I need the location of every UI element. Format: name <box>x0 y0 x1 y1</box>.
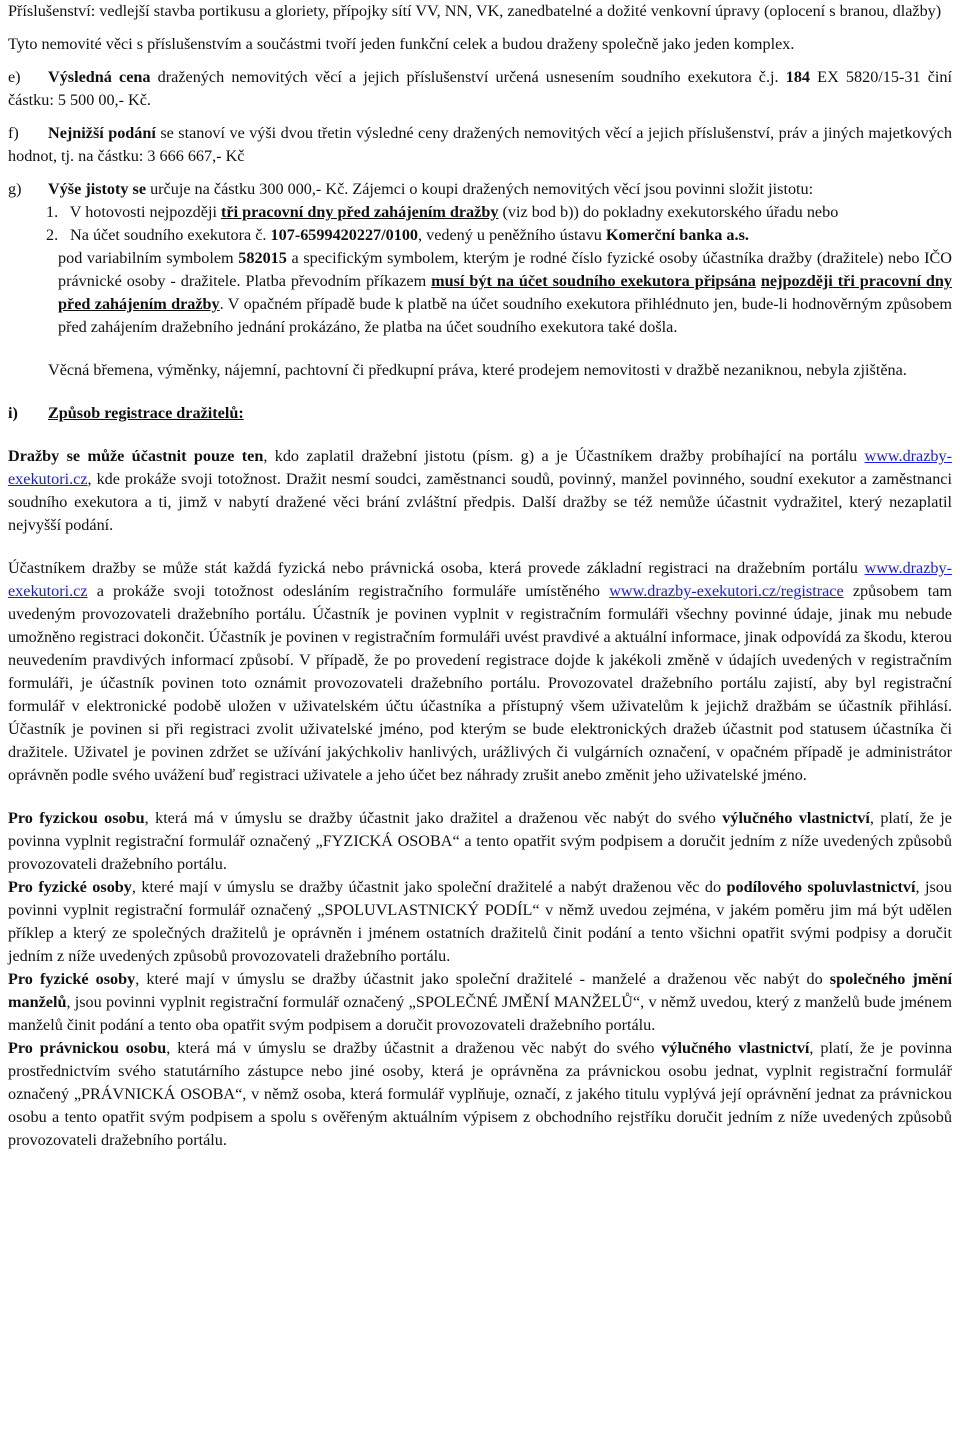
registration-paragraph-1 <box>8 445 952 537</box>
payment-text-1: pod variabilním symbolem <box>58 249 239 267</box>
section-e-label: e) <box>8 68 21 86</box>
registration-paragraph-2 <box>8 557 952 787</box>
fo-text-2: , platí, že je povinna vyplnit registrační formulář označený „FYZICKÁ OSOBA“ a tento opatřit svým podpisem a doručit jedním z níže uvedených způsobů provozovateli dražebního portálu. <box>8 809 952 873</box>
jistota-item-1-text-c: (viz bod b)) do pokladny exekutorského úřadu nebo <box>498 203 839 221</box>
section-h <box>8 359 952 382</box>
reg1-text-2: , kde prokáže svoji totožnost. Dražit nesmí soudci, zaměstnanci soudů, povinný, manžel povinného, soudní exekutor a zaměstnanci soudního exekutora a ti, jimž v nabytí dražené věci brání zvláštní předpis. Další dražby se též nemůže účastnit vydražitel, který nezaplatil nejvyšší podání. <box>8 470 952 534</box>
po-bold-2: výlučného vlastnictví <box>661 1039 810 1057</box>
section-e <box>8 66 952 112</box>
section-f-label: f) <box>8 124 19 142</box>
fo-text-1: , která má v úmyslu se dražby účastnit jako dražitel a draženou věc nabýt do svého <box>144 809 723 827</box>
paragraph-komplex: Tyto nemovité věci s příslušenstvím a součástmi tvoří jeden funkční celek a budou draženy společně jako jeden komplex. <box>8 35 795 53</box>
registration-link[interactable]: www.drazby-exekutori.cz/registrace <box>609 582 844 600</box>
fos-text-1: , které mají v úmyslu se dražby účastnit jako společní dražitelé a nabýt draženou věc do <box>131 878 727 896</box>
jistota-item-1-num: 1. <box>46 203 59 221</box>
reg2-text-3: způsobem tam uvedeným provozovateli dražebního portálu. Účastník je povinen vyplnit v registračním formuláři všechny povinné údaje, jinak mu nebude umožněno registraci dokončit. Účastník je povinen v registračním formuláři uvést pravdivé a aktuální informace, jinak odpovídá za škodu, kterou neuvedením pravdivých informací způsobí. V případě, že po provedení registrace dojde k jakékoli změně v údajích uvedených v registračním formuláři, je účastník povinen toto oznámit provozovateli dražebního portálu. Provozovatel dražebního portálu zajistí, aby byl registrační formulář v elektronické podobě uložen v uživatelském účtu účastníka a přístupný všem uživatelům k jejichž dražbám se účastník přihlásí. Účastník je povinen si při registraci zvolit uživatelské jméno, pod kterým se bude elektronických dražeb účastnit pod statusem účastníka či dražitele. Uživatel je povinen zdržet se užívání jakýchkoliv hanlivých, urážlivých či vulgárních označení, v opačném případě je administrátor oprávněn podle svého uvážení buď registraci uživatele a jeho účet bez náhrady zrušit anebo změnit jeho uživatelské jméno. <box>8 582 952 784</box>
jistota-list <box>8 201 952 339</box>
section-i-title: Způsob registrace dražitelů: <box>48 404 244 422</box>
section-e-text-a: dražených nemovitých věcí a jejich příslušenství určená usnesením soudního exekutora č.j. <box>150 68 786 86</box>
payment-text-3: a specifickým symbolem, kterým je rodné číslo fyzické osoby účastníka dražby (dražitele) nebo IČO právnické osoby - dražitele. Platba převodním příkazem <box>58 249 952 290</box>
fosm-bold-1: Pro fyzické osoby <box>8 970 136 988</box>
jistota-item-2-text-c: , vedený u peněžního ústavu <box>418 226 606 244</box>
jistota-item-2-num: 2. <box>46 226 59 244</box>
section-g-label: g) <box>8 180 22 198</box>
section-e-text-b: EX 5820/15-31 činí částku: 5 500 00,- Kč. <box>8 68 952 109</box>
reg1-bold: Dražby se může účastnit pouze ten <box>8 447 264 465</box>
section-i-label: i) <box>8 404 18 422</box>
fos-bold-1: Pro fyzické osoby <box>8 878 132 896</box>
fos-text-2: , jsou povinni vyplnit registrační formulář označený „SPOLUVLASTNICKÝ PODÍL“ v němž uvedou zejména, v jakém poměru jim má být udělen příklep a který ze společných dražitelů je oprávněn i jménem ostatních dražitelů činit podání a tento všichni opatřit svými podpisy a doručit jedním z níže uvedených způsobů provozovateli dražebního portálu. <box>8 878 952 965</box>
paragraph-prislusenstvi: Příslušenství: vedlejší stavba portikusu a gloriety, přípojky sítí VV, NN, VK, zanedbatelné a dožité venkovní úpravy (oplocení s branou, dlažby) <box>8 2 942 20</box>
bank-account-number: 107-6599420227/0100 <box>270 226 419 244</box>
section-g-bold: Výše jistoty se <box>48 180 147 198</box>
jistota-payment-details <box>58 247 952 339</box>
reg2-text-2: a prokáže svoji totožnost odesláním registračního formuláře umístěného <box>87 582 610 600</box>
section-f <box>8 122 952 168</box>
jistota-item-2 <box>46 224 952 247</box>
reg2-text-1: Účastníkem dražby se může stát každá fyzická nebo právnická osoba, která provede základní registraci na dražebním portálu <box>8 559 865 577</box>
paragraph-fyzicka-osoba <box>8 807 952 876</box>
section-i <box>8 402 952 425</box>
section-e-bold: Výsledná cena <box>48 68 151 86</box>
fosm-text-2: , jsou povinni vyplnit registrační formulář označený „SPOLEČNÉ JMĚNÍ MANŽELŮ“, v němž uvedou, který z manželů bude jménem manželů činit podání a tento oba opatřit svým podpisem a doručit provozovateli dražebního portálu. <box>8 993 952 1034</box>
payment-must-credit: musí být na účet soudního exekutora připsána <box>431 272 756 290</box>
fos-bold-2: podílového spoluvlastnictví <box>726 878 916 896</box>
payment-deadline: nejpozději tři pracovní dny před zahájením dražby <box>58 272 952 313</box>
payment-text-7: . V opačném případě bude k platbě na účet soudního exekutora přihlédnuto jen, bude-li hodnověrným způsobem před zahájením dražebního jednání prokázáno, že platba na účet soudního exekutora také došla. <box>58 295 952 336</box>
section-g <box>8 178 952 201</box>
paragraph-spoluvlastnictvi <box>8 876 952 968</box>
fosm-bold-2: společného jmění manželů <box>8 970 952 1011</box>
jistota-item-1-deadline: tři pracovní dny před zahájením dražby <box>221 203 499 221</box>
paragraph-sjm <box>8 968 952 1037</box>
po-text-2: , platí, že je povinna prostřednictvím svého statutárního zástupce nebo jiné osoby, která je oprávněna za právnickou osobu jednat, vyplnit registrační formulář označený „PRÁVNICKÁ OSOBA“, v němž osoba, která formulář vyplňuje, označí, z jakého titulu vyplývá její oprávnění jednat za právnickou osobu a tento opatřit svým podpisem a spolu s ověřeným aktuálním výpisem z obchodního rejstříku doručit jedním z níže uvedených způsobů provozovateli dražebního portálu. <box>8 1039 953 1149</box>
fosm-text-1: , které mají v úmyslu se dražby účastnit jako společní dražitelé - manželé a draženou věc nabýt do <box>135 970 830 988</box>
variable-symbol: 582015 <box>238 249 287 267</box>
reg1-text-1: , kdo zaplatil dražební jistotu (písm. g) a je Účastníkem dražby probíhající na portálu <box>263 447 865 465</box>
paragraph-pravnicka-osoba <box>8 1037 952 1152</box>
fo-bold-1: Pro fyzickou osobu <box>8 809 145 827</box>
po-bold-1: Pro právnickou osobu <box>8 1039 167 1057</box>
jistota-item-2-text-a: Na účet soudního exekutora č. <box>70 226 271 244</box>
portal-link-2[interactable]: www.drazby-exekutori.cz <box>8 559 952 600</box>
section-f-text: se stanoví ve výši dvou třetin výsledné ceny dražených nemovitých věcí a jejich příslušenství, práv a jiných majetkových hodnot, tj. na částku: 3 666 667,- Kč <box>8 124 952 165</box>
fo-bold-2: výlučného vlastnictví <box>722 809 870 827</box>
section-f-bold: Nejnižší podání <box>48 124 156 142</box>
section-g-text: určuje na částku 300 000,- Kč. Zájemci o koupi dražených nemovitých věcí jsou povinni složit jistotu: <box>146 180 814 198</box>
section-h-label <box>8 359 48 382</box>
section-h-text: Věcná břemena, výměnky, nájemní, pachtovní či předkupní práva, které prodejem nemovitosti v dražbě nezaniknou, nebyla zjištěna. <box>48 361 907 379</box>
portal-link[interactable]: www.drazby-exekutori.cz <box>8 447 952 488</box>
section-e-bold-number: 184 <box>785 68 811 86</box>
jistota-item-1-text-a: V hotovosti nejpozději <box>69 203 221 221</box>
bank-name: Komerční banka a.s. <box>605 226 749 244</box>
jistota-item-1 <box>46 201 952 224</box>
po-text-1: , která má v úmyslu se dražby účastnit a draženou věc nabýt do svého <box>166 1039 662 1057</box>
